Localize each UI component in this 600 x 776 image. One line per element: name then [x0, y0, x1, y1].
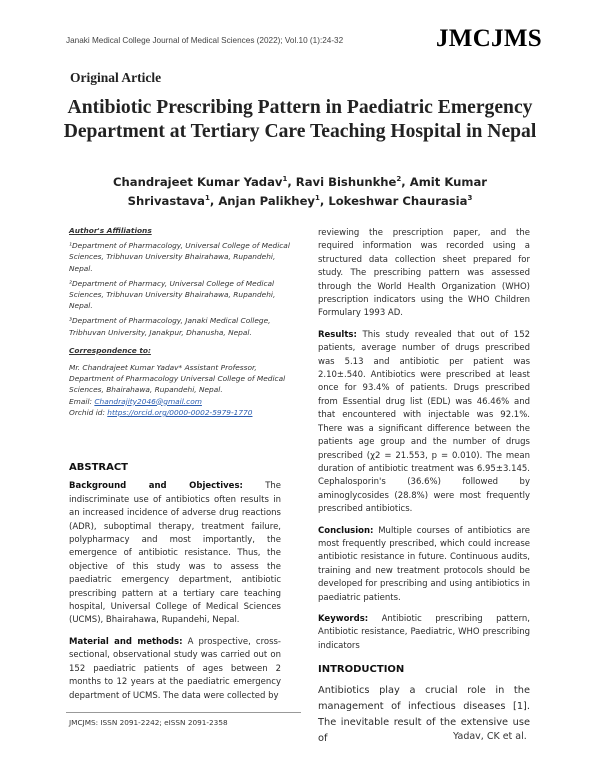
author-list: Chandrajeet Kumar Yadav$^1$, Ravi Bishunkhe$^2$, Amit Kumar Shrivastava$^1$, Anjan Palikhey$^1$, Lokeshwar Chaurasia$^3$	[112, 174, 488, 208]
affiliation-item: ³Department of Pharmacology, Janaki Medical College, Tribhuvan University, Janakpur, Dhanusha, Nepal.	[69, 316, 271, 337]
abstract-methods-continued: reviewing the prescription paper, and the required information was recorded using a structured data collection sheet prepared for study. The prescribing pattern was assessed through the World Health Organization (WHO) prescription indicators using the WHO Children Formulary 1993 AD.	[318, 228, 530, 319]
abstract-background: Background and Objectives: The indiscriminate use of antibiotics often results in an increased incidence of adverse drug reactions (ADR), suboptimal therapy, treatment failure, polypharmacy and most importantly, the emergence of antibiotic resistance. Thus, the objective of this study was to assess the paediatric emergency department, antibiotic prescribing pattern at a tertiary care teaching hospital, Universal College of Medical Sciences (UCMS), Bhairahawa, Rupandehi, Nepal.	[69, 481, 281, 626]
abstract-right-column	[318, 227, 530, 755]
article-type: Original Article	[70, 70, 162, 85]
abstract-heading: ABSTRACT	[69, 462, 128, 473]
journal-logo: JMCJMS	[436, 25, 542, 52]
author-name: Anjan Palikhey	[218, 193, 315, 208]
introduction-text: Antibiotics play a crucial role in the management of infectious diseases [1]. The inevitable result of the extensive use of	[318, 684, 530, 744]
affiliations-block	[69, 225, 299, 418]
author-name: Ravi Bishunkhe	[295, 174, 397, 189]
introduction-heading: INTRODUCTION	[318, 664, 405, 676]
email-link[interactable]: Chandrajity2046@gmail.com	[94, 396, 202, 406]
abstract-methods: Material and methods: A prospective, cross-sectional, observational study was carried out on 152 paediatric patients of ages between 2 months to 12 years at the paediatric emergency department of UCMS. The data were collected by	[69, 636, 281, 701]
affiliation-item: ²Department of Pharmacy, Universal College of Medical Sciences, Tribhuvan University Bhairahawa, Rupandehi, Nepal.	[69, 278, 276, 311]
footer-author: Yadav, CK et al.	[453, 731, 527, 742]
affiliations-heading: Author's Affiliations	[69, 226, 152, 235]
affiliation-item: ¹Department of Pharmacology, Universal College of Medical Sciences, Tribhuvan University Bhairahawa, Rupandehi, Nepal.	[69, 241, 290, 273]
author-name: Amit Kumar Shrivastava	[127, 174, 488, 208]
footer-issn: JMCJMS: ISSN 2091-2242; eISSN 2091-2358	[69, 718, 228, 727]
abstract-conclusion: Conclusion: Multiple courses of antibiotics are most frequently prescribed, which could increase antibiotic resistance in future. Continuous audits, training and new treatment protocols should be developed for prescribing and using antibiotics in paediatric patients.	[318, 525, 531, 603]
orcid-link[interactable]: https://orcid.org/0000-0002-5979-1770	[107, 407, 253, 417]
orcid-label: Orchid id:	[69, 407, 105, 417]
journal-header: Janaki Medical College Journal of Medical Sciences (2022); Vol.10 (1):24-32	[66, 36, 344, 45]
correspondence-text: Mr. Chandrajeet Kumar Yadav* Assistant Professor, Department of Pharmacology Universal College of Medical Sciences, Bhairahawa, Rupandehi, Nepal.	[69, 363, 286, 395]
author-name: Lokeshwar Chaurasia	[328, 193, 468, 208]
abstract-left-column	[69, 461, 281, 711]
footer-divider	[66, 712, 301, 713]
abstract-results: Results: This study revealed that out of 152 patients, average number of drugs prescribed was 5.13 and antibiotic per patient was 2.10±.540. Antibiotics were prescribed at least once for 93.4% of patients. Drugs prescribed from Essential drug list (EDL) was 46.46% and that encountered with injectable was 92.1%. There was a significant difference between the patients age group and the number of drugs prescribed (χ2 = 21.553, p = 0.010). The mean duration of antibiotic treatment was 6.95±3.145. Cephalosporin's (36.6%) followed by aminoglycosides (28.8%) were most frequently prescribed antibiotics.	[318, 329, 531, 515]
email-label: Email:	[69, 396, 92, 406]
correspondence-heading: Correspondence to:	[69, 345, 151, 355]
abstract-keywords: Keywords: Antibiotic prescribing pattern, Antibiotic resistance, Paediatric, WHO prescribing indicators	[318, 613, 530, 651]
author-name: Chandrajeet Kumar Yadav	[112, 174, 283, 189]
article-title: Antibiotic Prescribing Pattern in Paediatric Emergency Department at Tertiary Care Teaching Hospital in Nepal	[63, 97, 537, 142]
